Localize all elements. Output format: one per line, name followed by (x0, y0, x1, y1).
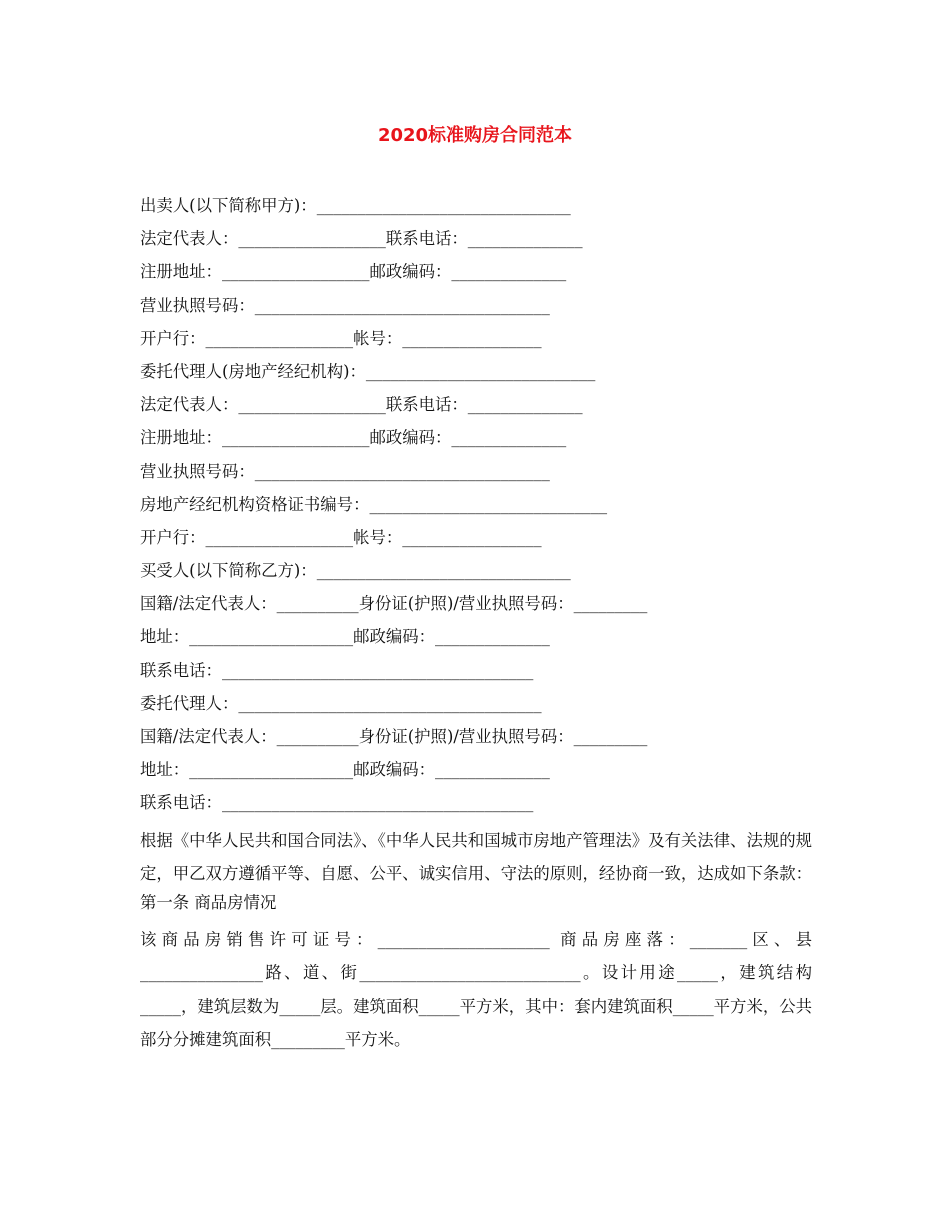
buyer-nationality-line: 国籍/法定代表人：__________身份证(护照)/营业执照号码：_________ (140, 594, 648, 614)
agent-legal-rep-line: 法定代表人：__________________联系电话：______________ (140, 395, 583, 415)
document-title: 2020标准购房合同范本 (377, 125, 573, 146)
agent-address-line: 注册地址：__________________邮政编码：______________ (140, 428, 567, 448)
agent-certificate-line: 房地产经纪机构资格证书编号：_____________________________ (140, 494, 608, 514)
agent-line: 委托代理人(房地产经纪机构)：____________________________ (140, 361, 596, 381)
buyer-agent-address-line: 地址：____________________邮政编码：______________ (140, 760, 550, 780)
buyer-address-line: 地址：____________________邮政编码：______________ (140, 627, 550, 647)
seller-bank-line: 开户行：__________________帐号：_________________ (140, 328, 542, 348)
buyer-phone-line: 联系电话：______________________________________ (140, 660, 534, 680)
preamble-paragraph: 根据《中华人民共和国合同法》、《中华人民共和国城市房地产管理法》及有关法律、法规的规定，甲乙双方遵循平等、自愿、公平、诚实信用、守法的原则，经协商一致，达成如下条款： (140, 830, 813, 883)
article-1-text: 该商品房销售许可证号：_____________________ 商品房座落：_______区、县_______________路、道、街___________________________。设计用途_____，建筑结构_____，建筑层数为_____层。建筑面积_____平方米，其中：套内建筑面积_____平方米，公共部分分摊建筑面积_________平方米。 (140, 930, 813, 1049)
buyer-line: 买受人(以下简称乙方)：_______________________________ (140, 561, 571, 581)
buyer-agent-nationality-line: 国籍/法定代表人：__________身份证(护照)/营业执照号码：_________ (140, 727, 648, 746)
contract-body (140, 193, 812, 1056)
agent-license-line: 营业执照号码：____________________________________ (140, 461, 550, 481)
agent-bank-line: 开户行：__________________帐号：_________________ (140, 527, 542, 547)
seller-line: 出卖人(以下简称甲方)：_______________________________ (140, 196, 571, 215)
seller-address-line: 注册地址：__________________邮政编码：______________ (140, 262, 567, 282)
article-1-heading: 第一条 商品房情况 (140, 892, 277, 912)
buyer-agent-line: 委托代理人：_____________________________________ (140, 693, 542, 713)
seller-legal-rep-line: 法定代表人：__________________联系电话：______________ (140, 229, 583, 249)
seller-license-line: 营业执照号码：____________________________________ (140, 295, 550, 315)
buyer-agent-phone-line: 联系电话：______________________________________ (140, 793, 534, 813)
